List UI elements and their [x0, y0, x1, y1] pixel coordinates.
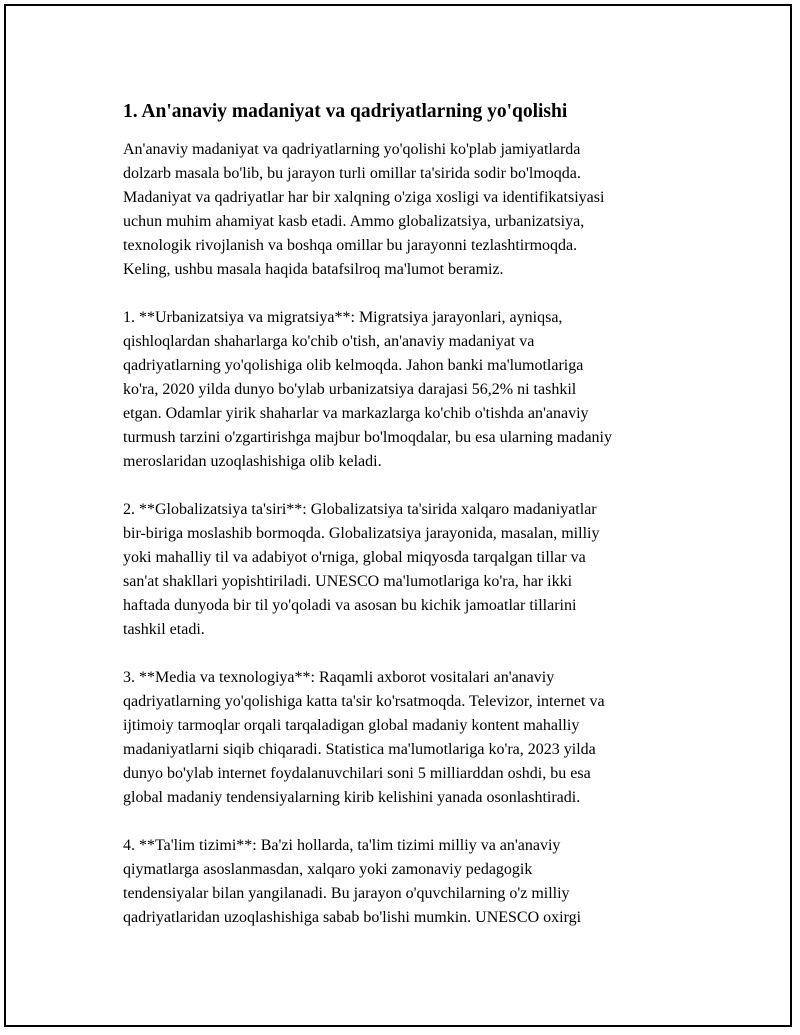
- paragraph-globalization: [123, 498, 693, 642]
- text-line: san'at shakllari yopishtiriladi. UNESCO ma'lumotlariga ko'ra, har ikki: [123, 573, 573, 590]
- text-line: dolzarb masala bo'lib, bu jarayon turli omillar ta'sirida sodir bo'lmoqda.: [123, 165, 581, 182]
- text-line: qadriyatlarning yo'qolishiga olib kelmoqda. Jahon banki ma'lumotlariga: [123, 357, 584, 374]
- text-line: qiymatlarga asoslanmasdan, xalqaro yoki zamonaviy pedagogik: [123, 861, 533, 878]
- paragraph-media: [123, 666, 693, 810]
- text-line: madaniyatlarni siqib chiqaradi. Statistica ma'lumotlariga ko'ra, 2023 yilda: [123, 741, 596, 758]
- text-line: tashkil etadi.: [123, 621, 205, 638]
- text-line: texnologik rivojlanish va boshqa omillar bu jarayonni tezlashtirmoqda.: [123, 237, 578, 254]
- text-line: dunyo bo'ylab internet foydalanuvchilari soni 5 milliarddan oshdi, bu esa: [123, 765, 591, 782]
- text-line: bir-biriga moslashib bormoqda. Globalizatsiya jarayonida, masalan, milliy: [123, 525, 600, 542]
- text-line: qadriyatlarning yo'qolishiga katta ta'sir ko'rsatmoqda. Televizor, internet va: [123, 693, 605, 710]
- text-line: uchun muhim ahamiyat kasb etadi. Ammo globalizatsiya, urbanizatsiya,: [123, 213, 585, 230]
- text-line: qishloqlardan shaharlarga ko'chib o'tish, an'anaviy madaniyat va: [123, 333, 535, 350]
- text-line: 4. **Ta'lim tizimi**: Ba'zi hollarda, ta'lim tizimi milliy va an'anaviy: [123, 837, 561, 854]
- text-line: turmush tarzini o'zgartirishga majbur bo'lmoqdalar, bu esa ularning madaniy: [123, 429, 612, 446]
- text-line: haftada dunyoda bir til yo'qoladi va asosan bu kichik jamoatlar tillarini: [123, 597, 577, 614]
- paragraph-intro: [123, 138, 693, 282]
- text-line: yoki mahalliy til va adabiyot o'rniga, global miqyosda tarqalgan tillar va: [123, 549, 586, 566]
- text-line: etgan. Odamlar yirik shaharlar va markazlarga ko'chib o'tishda an'anaviy: [123, 405, 589, 422]
- section-title: 1. An'anaviy madaniyat va qadriyatlarning yo'qolishi: [123, 101, 568, 122]
- text-line: ko'ra, 2020 yilda dunyo bo'ylab urbanizatsiya darajasi 56,2% ni tashkil: [123, 381, 577, 398]
- text-line: Madaniyat va qadriyatlar har bir xalqning o'ziga xosligi va identifikatsiyasi: [123, 189, 605, 206]
- text-line: meroslaridan uzoqlashishiga olib keladi.: [123, 453, 382, 470]
- page-frame: [4, 4, 792, 1027]
- text-line: An'anaviy madaniyat va qadriyatlarning yo'qolishi ko'plab jamiyatlarda: [123, 141, 581, 158]
- text-line: Keling, ushbu masala haqida batafsilroq ma'lumot beramiz.: [123, 261, 504, 278]
- text-line: tendensiyalar bilan yangilanadi. Bu jarayon o'quvchilarning o'z milliy: [123, 885, 570, 902]
- text-line: global madaniy tendensiyalarning kirib kelishini yanada osonlashtiradi.: [123, 789, 581, 806]
- text-line: 2. **Globalizatsiya ta'siri**: Globalizatsiya ta'sirida xalqaro madaniyatlar: [123, 501, 597, 518]
- text-line: qadriyatlaridan uzoqlashishiga sabab bo'lishi mumkin. UNESCO oxirgi: [123, 909, 582, 926]
- document-body: [123, 98, 693, 954]
- paragraph-education: [123, 834, 693, 930]
- text-line: 1. **Urbanizatsiya va migratsiya**: Migratsiya jarayonlari, ayniqsa,: [123, 309, 563, 326]
- paragraph-urbanization: [123, 306, 693, 474]
- text-line: ijtimoiy tarmoqlar orqali tarqaladigan global madaniy kontent mahalliy: [123, 717, 580, 734]
- text-line: 3. **Media va texnologiya**: Raqamli axborot vositalari an'anaviy: [123, 669, 555, 686]
